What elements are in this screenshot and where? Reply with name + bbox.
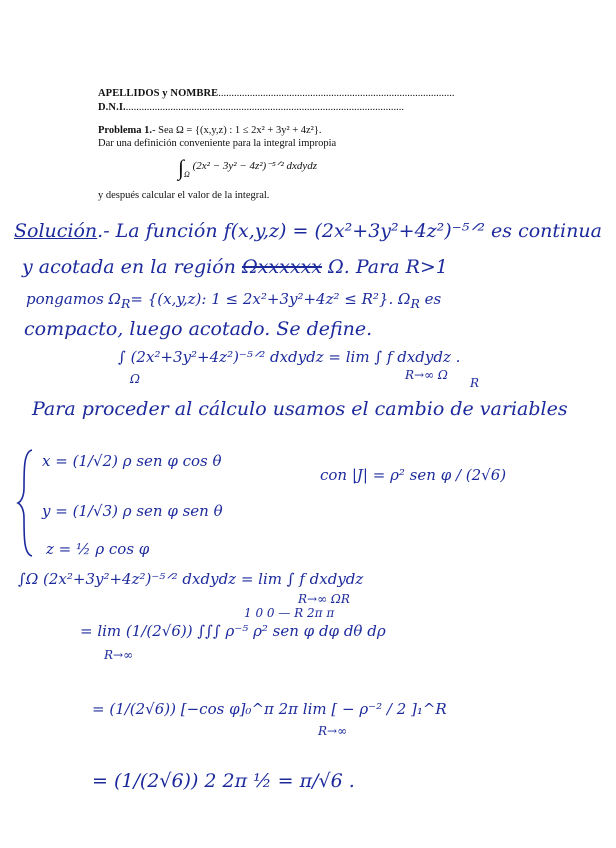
equation-1-sub: R→∞ ΩR xyxy=(298,592,350,606)
solution-line2 xyxy=(22,256,448,278)
solution-line1 xyxy=(14,220,602,242)
solution-text-3-sub: R xyxy=(121,296,131,311)
solution-line5-omega: Ω xyxy=(130,372,140,386)
problem-statement-line1 xyxy=(98,125,322,136)
change-z: z = ½ ρ cos φ xyxy=(46,540,150,558)
solution-text-2a: y acotada en la región xyxy=(22,256,236,278)
problem-integral xyxy=(178,155,317,181)
solution-text-3a: pongamos Ω xyxy=(26,290,121,308)
solution-line5-lim: R→∞ Ω xyxy=(405,368,448,382)
change-x: x = (1/√2) ρ sen φ cos θ xyxy=(42,452,222,470)
problem-title: Problema 1. xyxy=(98,125,153,136)
equation-2-sub: R→∞ xyxy=(104,648,134,662)
integral-symbol: ∫ xyxy=(178,155,185,180)
solution-text-1: .- La función f(x,y,z) = (2x²+3y²+4z²)⁻⁵ᐟ² es continua xyxy=(97,220,602,242)
equation-3: = (1/(2√6)) [−cos φ]₀^π 2π lim [ − ρ⁻² / 2 ]₁^R xyxy=(92,700,447,718)
solution-text-2b: Ω. Para R>1 xyxy=(328,256,448,278)
solution-line6: Para proceder al cálculo usamos el cambio de variables xyxy=(32,398,568,420)
solution-text-3b: = {(x,y,z): 1 ≤ 2x²+3y²+4z² ≤ R²}. Ω xyxy=(130,290,411,308)
left-brace-icon xyxy=(16,448,36,558)
dni-label: D.N.I. xyxy=(98,102,126,113)
jacobian: con |J| = ρ² sen φ / (2√6) xyxy=(320,466,507,484)
solution-label: Solución xyxy=(14,220,98,242)
problem-follow-up: y después calcular el valor de la integral. xyxy=(98,190,270,201)
solution-text-3c: es xyxy=(419,290,442,308)
solution-line3 xyxy=(26,290,441,311)
dni-dots: .......................................................................................................... xyxy=(125,102,404,113)
names-dots: .......................................................................................... xyxy=(218,88,455,99)
change-y: y = (1/√3) ρ sen φ sen θ xyxy=(42,502,223,520)
solution-line5: ∫ (2x²+3y²+4z²)⁻⁵ᐟ² dxdydz = lim ∫ f dxdydz . xyxy=(118,348,461,366)
equation-1: ∫Ω (2x²+3y²+4z²)⁻⁵ᐟ² dxdydz = lim ∫ f dxdydz xyxy=(18,570,364,588)
solution-line5-lim-r: R xyxy=(470,376,480,390)
integral-domain: Ω xyxy=(184,170,190,179)
solution-line4: compacto, luego acotado. Se define. xyxy=(24,318,373,340)
struck-text: Ωxxxxxx xyxy=(241,256,322,278)
problem-instruction: Dar una definición conveniente para la integral impropia xyxy=(98,138,337,149)
equation-2: = lim (1/(2√6)) ∫∫∫ ρ⁻⁵ ρ² sen φ dφ dθ dρ xyxy=(80,622,386,640)
names-line xyxy=(98,88,454,99)
equation-2-limits: 1 0 0 — R 2π π xyxy=(244,606,335,620)
equation-3-sub: R→∞ xyxy=(318,724,348,738)
dni-line xyxy=(98,102,404,113)
problem-set-definition: - Sea Ω = {(x,y,z) : 1 ≤ 2x² + 3y² + 4z²}. xyxy=(152,125,322,136)
solution-text-3-sub2: R xyxy=(410,296,420,311)
integral-integrand: (2x² − 3y² − 4z²)⁻⁵ᐟ² dxdydz xyxy=(192,160,318,172)
equation-4: = (1/(2√6)) 2 2π ½ = π/√6 . xyxy=(92,770,355,792)
names-label: APELLIDOS y NOMBRE xyxy=(98,88,219,99)
